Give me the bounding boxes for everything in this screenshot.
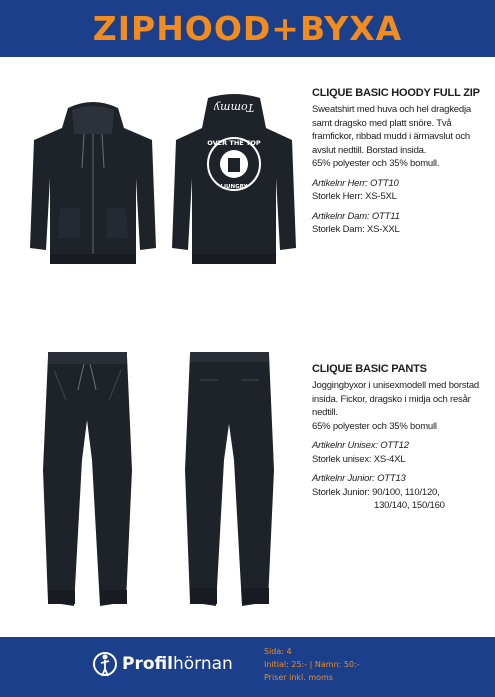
article-value: OTT12 <box>380 440 409 451</box>
size-label: Storlek Junior <box>312 486 368 498</box>
spec-block <box>312 439 482 466</box>
product-pants <box>312 363 482 513</box>
size-value: : XS-5XL <box>360 191 397 202</box>
size-label: Storlek Dam <box>312 224 363 235</box>
article-value: OTT13 <box>377 473 406 484</box>
product-hoody <box>312 87 482 237</box>
size-label: Storlek Herr <box>312 191 361 202</box>
logo-print-bottom: LJUNGBY <box>220 184 248 190</box>
spec-block <box>312 472 482 513</box>
hoodie-front-image <box>28 98 158 268</box>
hood-print-text: Tommy <box>213 101 255 114</box>
spec-block <box>312 177 482 204</box>
product-description: Joggingbyxor i unisexmodell med borstad insida. Fickor, dragsko i midja och resår nedtill. <box>312 380 479 418</box>
footer-info <box>264 645 360 684</box>
page-title: ZIPHOOD+BYXA <box>92 9 403 48</box>
pants-back-image <box>182 350 277 612</box>
initial-name-prices: Initial: 25:- | Namn: 50:- <box>264 660 360 669</box>
product-title: CLIQUE BASIC PANTS <box>312 363 427 375</box>
size-value-continued: 130/140, 150/160 <box>374 500 445 511</box>
spec-block <box>312 210 482 237</box>
logo-text-regular: hörnan <box>172 654 233 674</box>
size-value: : XS-4XL <box>368 453 406 465</box>
article-label: Artikelnr Unisex: <box>312 440 378 451</box>
article-label: Artikelnr Herr: <box>312 177 368 189</box>
article-label: Artikelnr Dam: <box>312 210 370 222</box>
product-description: Sweatshirt med huva och hel dragkedja samt dragsko med platt snöre. Två framfickor, ribbad mudd i ärmavslut och avslut nedtill. Borstad insida. <box>312 104 471 156</box>
price-note: Priser inkl. moms <box>264 673 333 682</box>
page-header <box>0 0 495 57</box>
size-value: : 90/100, 110/120, <box>367 486 440 498</box>
size-value: : XS-XXL <box>362 224 400 235</box>
page-footer <box>0 637 495 697</box>
product-material: 65% polyester och 35% bomull. <box>312 158 440 169</box>
product-material: 65% polyester och 35% bomull <box>312 420 437 432</box>
logo-print-top: OVER THE TOP <box>207 139 261 147</box>
hoodie-back-image <box>170 94 298 268</box>
pants-front-image <box>40 350 135 612</box>
article-label: Artikelnr Junior: <box>312 473 375 484</box>
article-value: OTT10 <box>370 177 399 189</box>
page-number: Sida: 4 <box>264 647 292 656</box>
logo-figure-icon <box>92 649 118 679</box>
product-title: CLIQUE BASIC HOODY FULL ZIP <box>312 87 480 99</box>
article-value: OTT11 <box>371 210 400 222</box>
profilhornan-logo <box>92 649 233 679</box>
logo-text-bold: Profil <box>122 654 173 674</box>
size-label: Storlek unisex <box>312 453 369 465</box>
